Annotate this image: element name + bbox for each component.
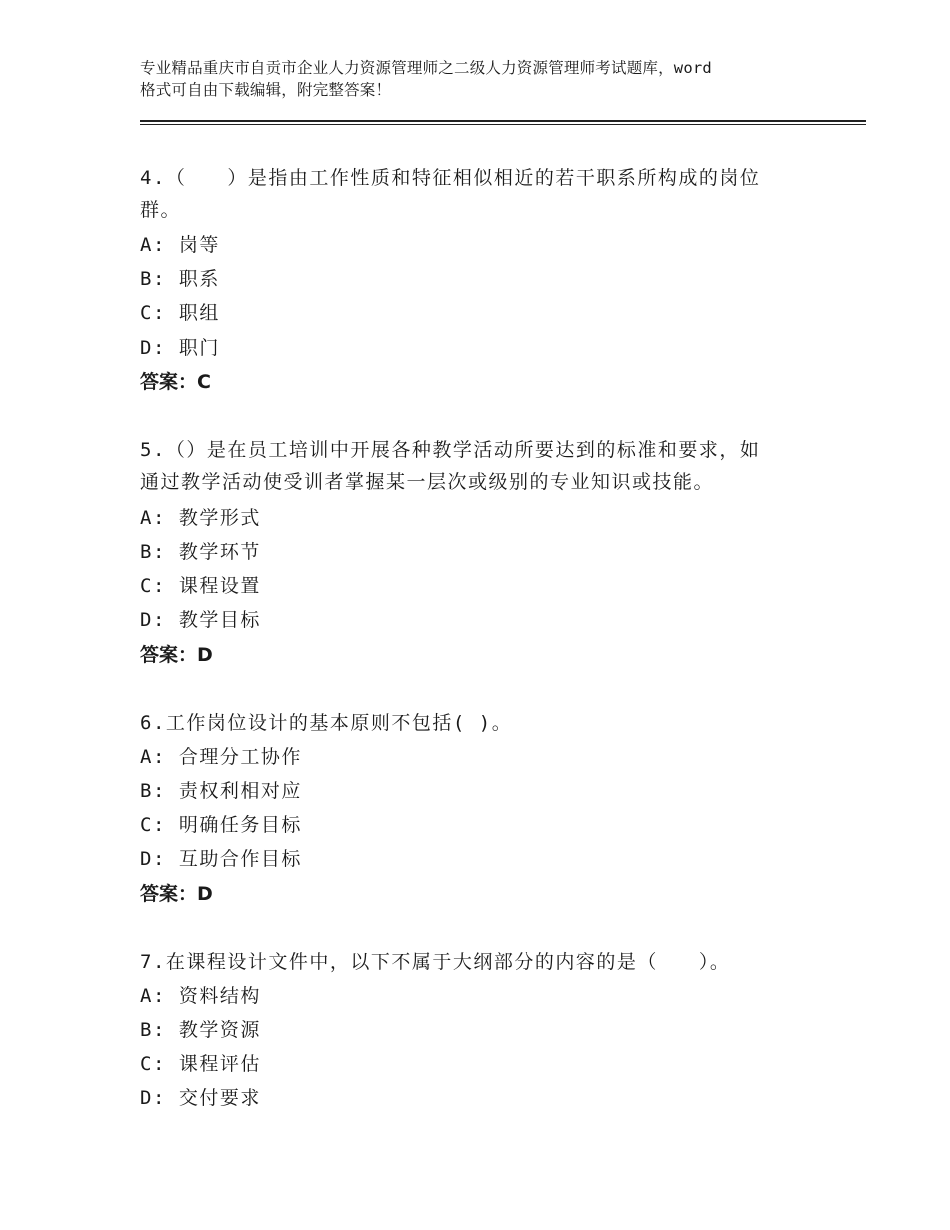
question-5-option-d: D: 教学目标 <box>140 609 261 631</box>
question-5-stem-line-2: 通过教学活动使受训者掌握某一层次或级别的专业知识或技能。 <box>140 471 715 493</box>
question-6-option-d: D: 互助合作目标 <box>140 848 302 870</box>
question-7-stem-line-1: 7.在课程设计文件中，以下不属于大纲部分的内容的是（ ）。 <box>140 951 731 973</box>
question-5-stem <box>140 434 800 498</box>
question-7-option-b: B: 教学资源 <box>140 1019 261 1041</box>
question-4-stem <box>140 162 800 226</box>
document-header <box>140 57 840 101</box>
header-line-2: 格式可自由下载编辑，附完整答案！ <box>140 81 392 99</box>
question-5-answer: 答案：D <box>140 644 213 666</box>
question-5-option-c: C: 课程设置 <box>140 575 261 597</box>
question-4-option-c: C: 职组 <box>140 302 220 324</box>
question-6-option-b: B: 责权利相对应 <box>140 780 302 802</box>
question-6-option-c: C: 明确任务目标 <box>140 814 302 836</box>
question-4-option-d: D: 职门 <box>140 337 220 359</box>
question-4-answer: 答案：C <box>140 371 211 393</box>
question-6-option-a: A: 合理分工协作 <box>140 746 302 768</box>
question-7-stem <box>140 946 800 978</box>
question-4-stem-line-1: 4.（ ）是指由工作性质和特征相似相近的若干职系所构成的岗位 <box>140 167 761 189</box>
question-4-stem-line-2: 群。 <box>140 199 182 221</box>
question-5-stem-line-1: 5.（）是在员工培训中开展各种教学活动所要达到的标准和要求，如 <box>140 439 761 461</box>
question-4-option-b: B: 职系 <box>140 268 220 290</box>
question-6-stem-line-1: 6.工作岗位设计的基本原则不包括( )。 <box>140 712 513 734</box>
question-7-option-a: A: 资料结构 <box>140 985 261 1007</box>
question-4-option-a: A: 岗等 <box>140 234 220 256</box>
question-5-option-a: A: 教学形式 <box>140 507 261 529</box>
question-7-option-c: C: 课程评估 <box>140 1053 261 1075</box>
question-5-option-b: B: 教学环节 <box>140 541 261 563</box>
header-line-1: 专业精品重庆市自贡市企业人力资源管理师之二级人力资源管理师考试题库，word <box>140 59 712 77</box>
question-7-option-d: D: 交付要求 <box>140 1087 261 1109</box>
header-divider <box>140 120 866 127</box>
question-6-answer: 答案：D <box>140 883 213 905</box>
question-6-stem <box>140 707 800 739</box>
